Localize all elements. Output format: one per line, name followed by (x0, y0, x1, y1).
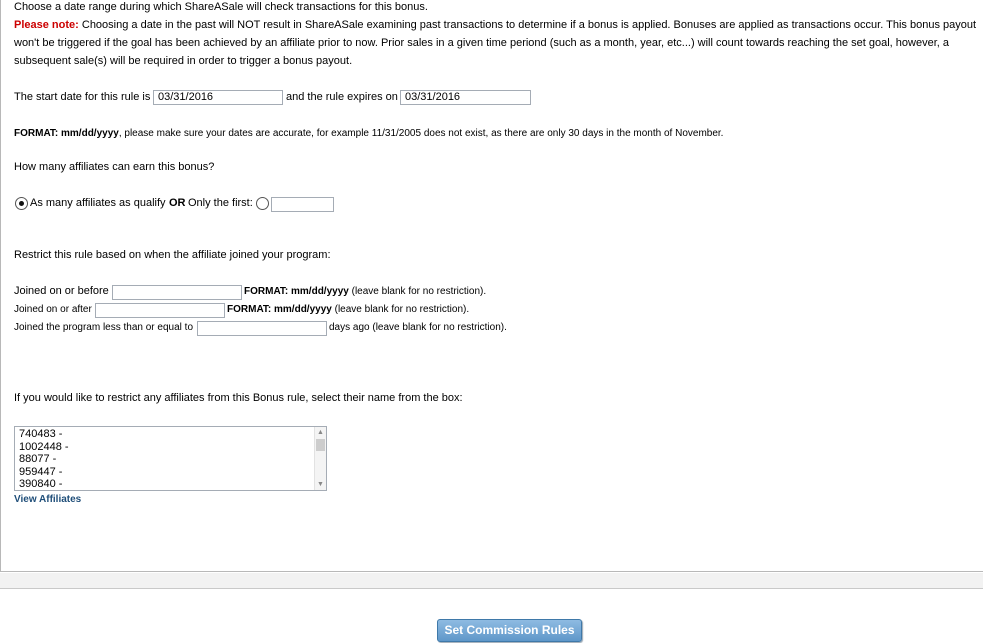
joined-after-blank: (leave blank for no restriction). (331, 304, 470, 315)
radio-first-n[interactable] (256, 197, 269, 210)
expires-date-label: and the rule expires on (286, 91, 398, 103)
scroll-up-icon[interactable]: ▲ (317, 429, 324, 436)
joined-before-hint (244, 286, 486, 297)
list-item[interactable]: 740483 - (19, 428, 63, 440)
joined-days-input[interactable] (197, 321, 327, 336)
scroll-thumb[interactable] (316, 439, 325, 451)
list-item[interactable]: 88077 - (19, 453, 57, 466)
intro-line: Choose a date range during which ShareASale will check transactions for this bonus. (14, 1, 428, 13)
format-label: FORMAT: mm/dd/yyyy (14, 128, 119, 139)
view-affiliates-link[interactable]: View Affiliates (14, 494, 82, 505)
joined-days-hint: days ago (leave blank for no restriction). (329, 322, 507, 333)
joined-after-hint (227, 304, 469, 315)
scroll-down-icon[interactable]: ▼ (317, 481, 324, 488)
note-paragraph (14, 16, 979, 34)
note-label: Please note: (14, 19, 79, 31)
note-text-1: Choosing a date in the past will NOT result in ShareASale examining past transactions to determine if a bonus is applied. Bonuses are applied as transactions occur. This bonus payout (78, 19, 977, 31)
set-commission-rules-button[interactable]: Set Commission Rules (437, 619, 582, 642)
joined-before-label: Joined on or before (14, 285, 109, 297)
radio-all-affiliates-label: As many affiliates as qualify (30, 197, 166, 209)
restrict-heading: Restrict this rule based on when the affiliate joined your program: (14, 249, 331, 261)
note-text-2: won't be triggered if the goal has been achieved by an affiliate prior to now. Prior sales in a given time periond (such as a month, year, etc...) will count towards reaching the set goal, however, a (14, 37, 949, 49)
radio-first-label: Only the first: (188, 197, 253, 209)
exclude-instruction: If you would like to restrict any affiliates from this Bonus rule, select their name from the box: (14, 392, 463, 404)
expires-date-input[interactable] (400, 90, 531, 105)
or-label: OR (169, 197, 186, 209)
note-text-3: subsequent sale(s) will be required in order to trigger a bonus payout. (14, 55, 353, 67)
joined-days-label: Joined the program less than or equal to (14, 322, 193, 333)
joined-after-input[interactable] (95, 303, 225, 318)
joined-before-input[interactable] (112, 285, 242, 300)
joined-after-label: Joined on or after (14, 304, 92, 315)
list-item[interactable]: 1002448 - (19, 440, 69, 453)
start-date-label: The start date for this rule is (14, 91, 151, 103)
view-affiliates-link-wrap (14, 494, 81, 505)
listbox-scrollbar[interactable] (314, 427, 326, 490)
footer-band (0, 573, 983, 589)
format-text: , please make sure your dates are accurate, for example 11/31/2005 does not exist, as there are only 30 days in the month of November. (118, 128, 724, 139)
radio-all-affiliates[interactable] (15, 197, 28, 210)
radio-selected-dot (19, 201, 24, 206)
first-n-input[interactable] (271, 197, 334, 212)
start-date-input[interactable] (153, 90, 283, 105)
format-note (14, 128, 723, 139)
list-item[interactable]: 390840 - (19, 478, 63, 491)
joined-before-format: FORMAT: mm/dd/yyyy (244, 286, 349, 297)
affiliates-list (15, 427, 326, 491)
list-item[interactable]: 959447 - (19, 465, 63, 478)
joined-before-blank: (leave blank for no restriction). (348, 286, 487, 297)
affiliates-count-question: How many affiliates can earn this bonus? (14, 161, 215, 173)
joined-after-format: FORMAT: mm/dd/yyyy (227, 304, 332, 315)
affiliates-listbox[interactable] (14, 426, 327, 491)
